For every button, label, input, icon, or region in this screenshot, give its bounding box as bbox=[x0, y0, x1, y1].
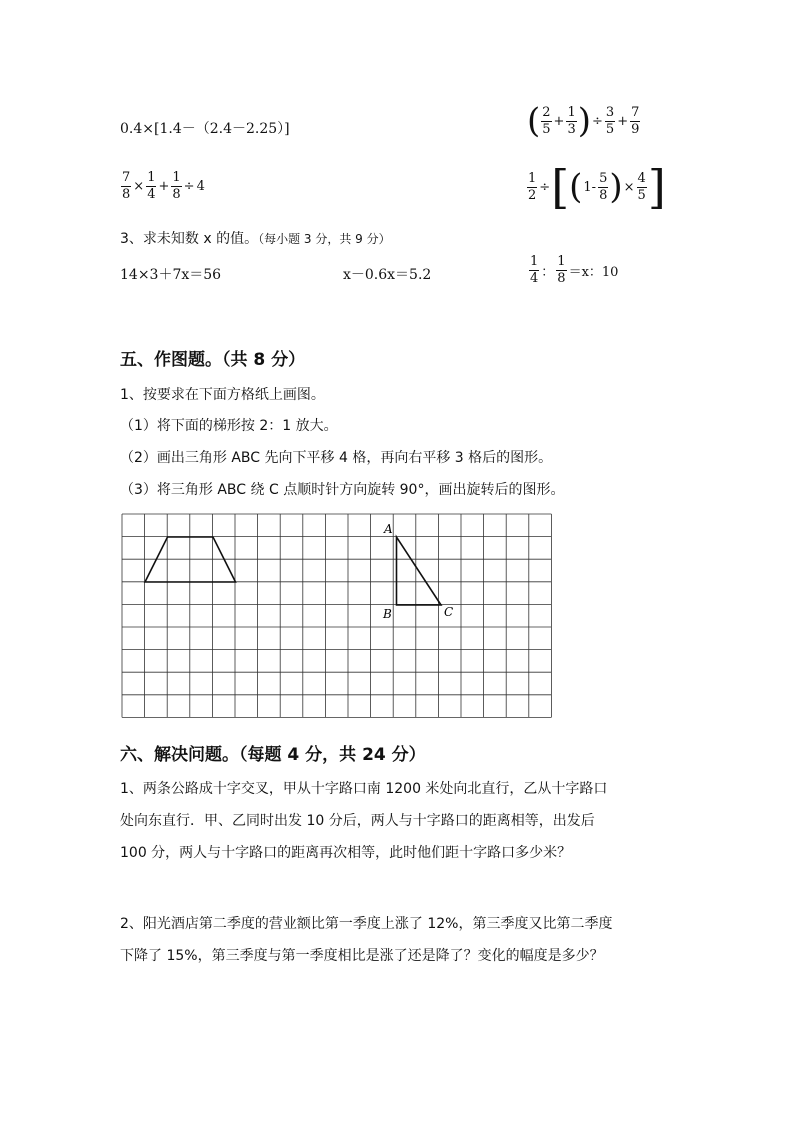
equation-2: x－0.6x＝5.2 bbox=[343, 267, 432, 283]
grid-lines bbox=[122, 514, 551, 717]
equations-heading-text: 3、求未知数 x 的值。 bbox=[120, 231, 259, 247]
fraction: $\frac{1}{3}$ bbox=[567, 104, 576, 137]
right-bracket: ] bbox=[647, 160, 666, 214]
left-bracket: [ bbox=[551, 160, 570, 214]
fraction: $\frac{1}{4}$ bbox=[147, 170, 156, 202]
fraction: $\frac{2}{5}$ bbox=[542, 104, 551, 137]
fraction: $\frac{7}{8}$ bbox=[122, 170, 131, 202]
vertex-label-a: A bbox=[384, 522, 393, 536]
problem-2-line-1: 2、阳光酒店第二季度的营业额比第一季度上涨了 12%，第三季度又比第二季度 bbox=[120, 916, 613, 932]
fraction: $\frac{5}{8}$ bbox=[599, 170, 608, 203]
left-paren: ( bbox=[569, 167, 583, 207]
operator: + bbox=[158, 179, 170, 194]
equations-heading bbox=[120, 228, 391, 248]
right-paren: ) bbox=[577, 101, 591, 141]
operator: ： bbox=[541, 265, 555, 280]
fraction: $\frac{3}{5}$ bbox=[605, 104, 615, 137]
operator: + bbox=[617, 113, 629, 129]
section-5-step-3: （3）将三角形 ABC 绕 C 点顺时针方向旋转 90°，画出旋转后的图形。 bbox=[120, 482, 565, 498]
section-5-step-2: （2）画出三角形 ABC 先向下平移 4 格，再向右平移 3 格后的图形。 bbox=[120, 450, 553, 466]
expression-4 bbox=[526, 160, 666, 214]
equation-3 bbox=[528, 255, 619, 286]
problem-1-line-1: 1、两条公路成十字交叉，甲从十字路口南 1200 米处向北直行，乙从十字路口 bbox=[120, 781, 608, 797]
operator: × bbox=[133, 179, 145, 194]
operator: ÷ bbox=[183, 179, 195, 194]
expression-2 bbox=[527, 101, 641, 141]
fraction: $\frac{1}{4}$ bbox=[530, 254, 539, 286]
operator: ÷ bbox=[539, 179, 551, 195]
fraction: $\frac{1}{8}$ bbox=[172, 170, 181, 202]
operand: ＝x：10 bbox=[568, 265, 619, 280]
right-paren: ) bbox=[609, 167, 623, 207]
section-5-step-1: （1）将下面的梯形按 2：1 放大。 bbox=[120, 418, 338, 434]
fraction: $\frac{1}{8}$ bbox=[557, 254, 566, 286]
operand: 1- bbox=[583, 179, 597, 195]
section-6-title: 六、解决问题。（每题 4 分，共 24 分） bbox=[120, 745, 426, 765]
problem-1-line-2: 处向东直行．甲、乙同时出发 10 分后，两人与十字路口的距离相等，出发后 bbox=[120, 813, 595, 829]
section-5-title: 五、作图题。（共 8 分） bbox=[120, 350, 306, 370]
fraction: $\frac{4}{5}$ bbox=[637, 170, 646, 203]
expression-1: 0.4×[1.4－（2.4－2.25）] bbox=[120, 121, 290, 137]
problem-2-line-2: 下降了 15%，第三季度与第一季度相比是涨了还是降了？变化的幅度是多少？ bbox=[120, 948, 604, 964]
fraction: $\frac{7}{9}$ bbox=[631, 104, 640, 137]
triangle-abc bbox=[397, 537, 442, 605]
expression-3 bbox=[120, 171, 206, 202]
operator: + bbox=[553, 113, 565, 129]
vertex-label-b: B bbox=[383, 607, 392, 621]
grid-paper bbox=[118, 508, 560, 724]
equation-1: 14×3＋7x＝56 bbox=[120, 267, 222, 283]
vertex-label-c: C bbox=[444, 605, 454, 619]
section-5-question-1: 1、按要求在下面方格纸上画图。 bbox=[120, 387, 325, 403]
left-paren: ( bbox=[527, 101, 541, 141]
equations-note: （每小题 3 分，共 9 分） bbox=[258, 232, 391, 246]
fraction: $\frac{1}{2}$ bbox=[528, 170, 537, 203]
operator: × bbox=[623, 179, 635, 195]
operand: 4 bbox=[196, 179, 205, 194]
problem-1-line-3: 100 分，两人与十字路口的距离再次相等，此时他们距十字路口多少米？ bbox=[120, 845, 572, 861]
operator: ÷ bbox=[592, 113, 603, 129]
